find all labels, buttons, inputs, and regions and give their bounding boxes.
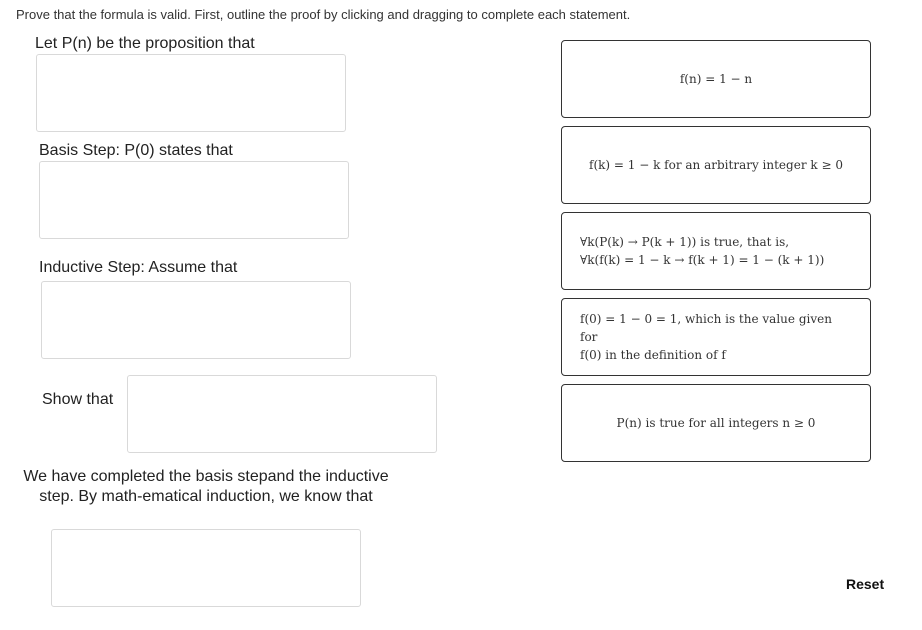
proposition-label: Let P(n) be the proposition that: [35, 35, 255, 52]
basis-step-drop-zone[interactable]: [39, 161, 349, 239]
basis-step-label: Basis Step: P(0) states that: [39, 142, 233, 159]
answer-card-conclusion[interactable]: [561, 384, 871, 462]
answer-card-basis-value-line2: f(0) in the definition of f: [580, 348, 726, 362]
answer-card-arbitrary-k[interactable]: [561, 126, 871, 204]
show-that-label: Show that: [42, 391, 114, 408]
answer-card-formula-text: f(n) = 1 − n: [679, 72, 753, 86]
answer-card-implication-line1: ∀k(P(k) → P(k + 1)) is true, that is,: [580, 235, 790, 249]
answer-card-basis-value[interactable]: [561, 298, 871, 376]
show-that-drop-zone[interactable]: [127, 375, 437, 453]
inductive-step-label: Inductive Step: Assume that: [39, 259, 238, 276]
answer-card-implication-line2: ∀k(f(k) = 1 − k → f(k + 1) = 1 − (k + 1)): [580, 253, 825, 267]
conclusion-label: We have completed the basis stepand the inductive step. By math-ematical induction, we know that: [23, 468, 389, 505]
proposition-drop-zone[interactable]: [36, 54, 346, 132]
answer-card-arbitrary-k-text: f(k) = 1 − k for an arbitrary integer k ≥ 0: [589, 158, 843, 172]
inductive-step-drop-zone[interactable]: [41, 281, 351, 359]
answer-card-implication[interactable]: [561, 212, 871, 290]
conclusion-drop-zone[interactable]: [51, 529, 361, 607]
instruction-text: Prove that the formula is valid. First, outline the proof by clicking and dragging to complete each statement.: [16, 7, 631, 22]
answer-card-conclusion-text: P(n) is true for all integers n ≥ 0: [616, 416, 816, 430]
reset-button[interactable]: Reset: [846, 576, 885, 592]
answer-card-formula[interactable]: [561, 40, 871, 118]
answer-card-basis-value-line1: f(0) = 1 − 0 = 1, which is the value given for: [580, 312, 832, 344]
